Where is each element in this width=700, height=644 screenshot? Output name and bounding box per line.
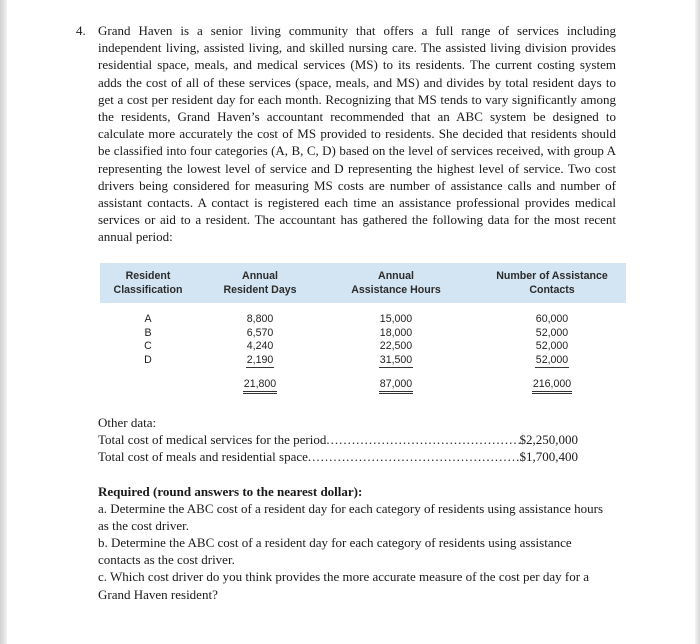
total-assistance-hours: 87,000 [379,377,413,394]
required-heading: Required (round answers to the nearest dollar): [98,484,363,499]
resident-days-column [210,313,310,367]
required-part-b: b. Determine the ABC cost of a resident day for each category of residents using assistance contacts as the cost driver. [98,535,572,568]
total-resident-days: 21,800 [243,377,277,394]
header-resident-classification [100,269,196,297]
header-line: Contacts [529,284,575,296]
medical-cost-amount: $2,250,000 [519,431,578,447]
header-line: Assistance Hours [351,284,441,296]
table-cell: B [144,326,152,339]
problem-statement [76,22,616,246]
required-part-a: a. Determine the ABC cost of a resident day for each category of residents using assistance hours as the cost driver. [98,501,604,534]
header-annual-resident-days [210,269,310,297]
other-data-heading: Other data: [98,415,157,430]
table-header [100,263,626,303]
header-line: Number of Assistance [496,270,608,282]
problem-text: Grand Haven is a senior living community that offers a full range of services including independent living, assisted living, and skilled nursing care. The assisted living division provides residential space, meals, and medical services (MS) to its residents. The current costing system adds the cost of all of these services (space, meals, and MS) and divides by total resident days to get a cost per resident day for each month. Recognizing that MS tends to vary significantly among the residents, Grand Haven’s accountant recommended that an ABC system be designed to calculate more accurately the cost of MS provided to residents. She decided that residents should be classified into four categories (A, B, C, D) based on the level of services received, with group A representing the lowest level of service and D representing the highest level of service. Two cost drivers being considered for measuring MS costs are number of assistance calls and number of assistant contacts. A contact is registered each time an assistance professional provides medical services or aid to a resident. The accountant has gathered the following data for the most recent annual period: [98,23,616,245]
header-number-of-assistance-contacts [484,269,620,297]
table-cell: A [144,313,152,325]
medical-cost-row [98,432,578,449]
page-edge-left [0,0,7,644]
total-days-wrap [210,377,310,394]
meals-cost-label: Total cost of meals and residential space [98,448,308,464]
total-hours-wrap [340,377,452,394]
assistance-contacts-column [484,313,620,367]
table-cell: 4,240 [246,340,274,352]
table-cell: 52,000 [535,326,569,339]
required-part-c: c. Which cost driver do you think provides the more accurate measure of the cost per day for a Grand Haven resident? [98,569,590,602]
table-cell: 60,000 [535,313,569,325]
assistance-hours-column [340,313,452,367]
header-annual-assistance-hours [340,269,452,297]
table-cell: 15,000 [379,313,413,325]
resident-data-table [100,263,626,438]
header-line: Resident Days [223,284,297,296]
page-edge-right [695,0,700,644]
meals-cost-amount: $1,700,400 [519,448,578,464]
table-cell: 8,800 [246,313,274,325]
leader-dots [326,432,519,449]
header-line: Classification [113,284,183,296]
table-cell: 31,500 [379,354,413,369]
table-cell: C [144,340,152,352]
table-cell: 52,000 [535,354,569,369]
leader-dots [308,449,520,466]
table-cell: 6,570 [246,326,274,339]
header-line: Resident [125,270,171,282]
header-line: Annual [242,270,278,282]
table-cell: 18,000 [379,326,413,339]
table-cell: 22,500 [379,340,413,352]
classification-column [100,313,196,367]
medical-cost-label: Total cost of medical services for the period [98,431,327,447]
table-cell: 2,190 [246,354,275,369]
header-line: Annual [378,270,414,282]
meals-cost-row [98,449,578,466]
table-cell: 52,000 [535,340,569,352]
total-contacts-wrap [484,377,620,394]
table-cell: D [144,353,152,366]
other-data [98,415,578,465]
required-section [98,483,616,603]
problem-number: 4. [76,23,86,38]
total-assistance-contacts: 216,000 [532,377,572,394]
